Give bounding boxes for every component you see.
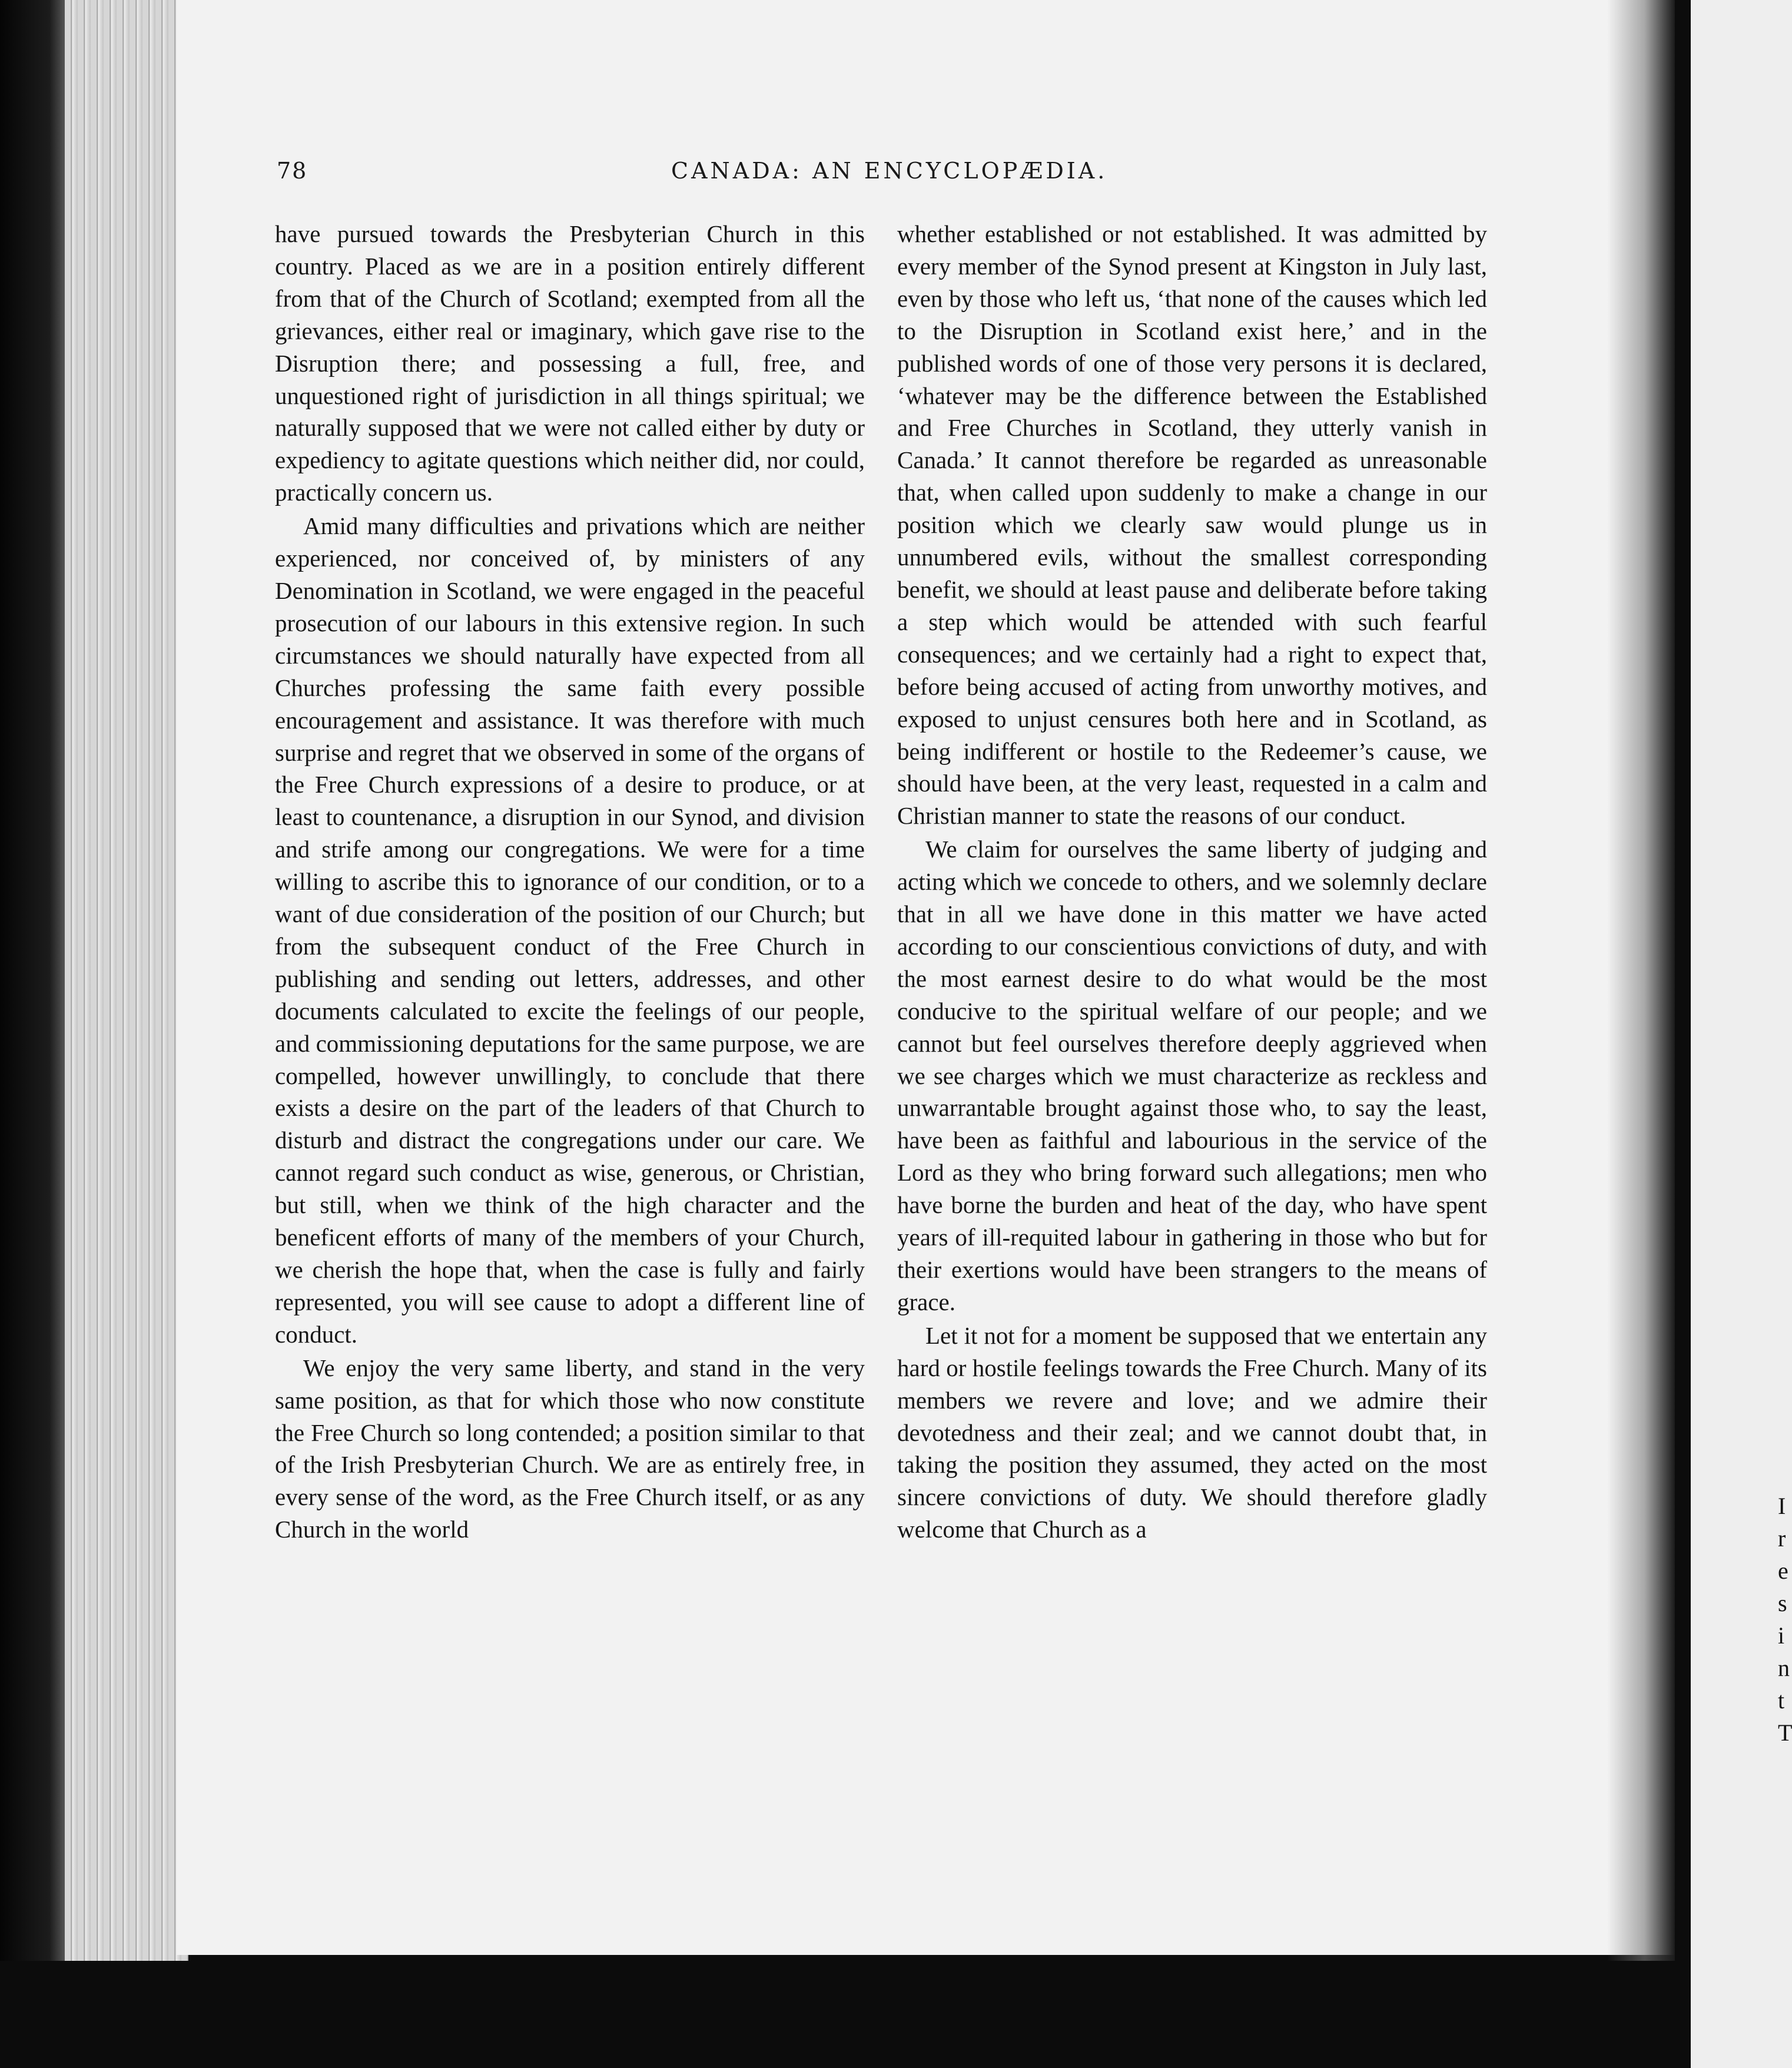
- scan-bottom-border: [0, 1961, 1691, 2068]
- left-text-column: [275, 218, 865, 1546]
- margin-letter: e: [1778, 1557, 1788, 1584]
- running-header: [277, 158, 1108, 193]
- paragraph: Let it not for a moment be supposed that we entertain any hard or hostile feelings towards the Free Church. Many of its members we revere and love; and we admire their devotedness and their zeal; and we cannot doubt that, in taking the position they assumed, they acted on the most sincere convictions of duty. We should therefore gladly welcome that Church as a: [897, 1321, 1487, 1543]
- binding-shadow: [0, 0, 71, 2068]
- page-edges: [65, 0, 188, 1961]
- facing-page-edge: [1691, 0, 1792, 2068]
- paragraph: We claim for ourselves the same liberty of judging and acting which we concede to others, and we solemnly declare that in all we have done in this matter we have acted according to our conscientious convictions of duty, and with the most earnest desire to do what would be the most conducive to the spiritual welfare of our people; and we cannot but feel ourselves therefore deeply aggrieved when we see charges which we must characterize as reckless and unwarrantable brought against those who, to say the least, have been as faithful and labourious in the service of the Lord as they who bring forward such allegations; men who have borne the burden and heat of the day, who have spent years of ill-requited labour in gathering in those who but for their exertions would have been strangers to the means of grace.: [897, 836, 1487, 1315]
- gutter-shadow: [1607, 0, 1675, 1961]
- facing-page-margin-text: [1778, 1490, 1792, 1749]
- right-text-column: [897, 218, 1487, 1546]
- paragraph: Amid many difficulties and privations which are neither experienced, nor conceived of, by ministers of any Denomination in Scotland, we were engaged in the peaceful prosecution of our labours in this extensive region. In such circumstances we should naturally have expected from all Churches professing the same faith every possible encouragement and assistance. It was therefore with much surprise and regret that we observed in some of the organs of the Free Church expressions of a desire to produce, or at least to countenance, a disruption in our Synod, and division and strife among our congregations. We were for a time willing to ascribe this to ignorance of our condition, or to a want of due consideration of the position of our Church; but from the subsequent conduct of the Free Church in publishing and sending out letters, addresses, and other documents calculated to excite the feelings of our people, and commissioning deputations for the same purpose, we are compelled, however unwillingly, to conclude that there exists a desire on the part of the leaders of that Church to disturb and distract the congregations under our care. We cannot regard such conduct as wise, generous, or Christian, but still, when we think of the high character and the beneficent efforts of many of the members of your Church, we cherish the hope that, when the case is fully and fairly represented, you will see cause to adopt a different line of conduct.: [275, 512, 865, 1348]
- margin-letter: I: [1778, 1493, 1786, 1519]
- running-title: CANADA: AN ENCYCLOPÆDIA.: [671, 158, 1108, 184]
- margin-letter: n: [1778, 1655, 1790, 1681]
- margin-letter: r: [1778, 1525, 1786, 1552]
- paragraph: have pursued towards the Presbyterian Church in this country. Placed as we are in a position entirely different from that of the Church of Scotland; exempted from all the grievances, either real or imaginary, which gave rise to the Disruption there; and possessing a full, free, and unquestioned right of jurisdiction in all things spiritual; we naturally supposed that we were not called either by duty or expediency to agitate questions which neither did, nor could, practically concern us.: [275, 220, 865, 506]
- margin-letter: t: [1778, 1687, 1785, 1714]
- margin-letter: s: [1778, 1590, 1787, 1616]
- page-number: 78: [277, 158, 308, 184]
- margin-letter: T: [1778, 1719, 1792, 1746]
- paragraph: whether established or not established. It was admitted by every member of the Synod present at Kingston in July last, even by those who left us, ‘that none of the causes which led to the Disruption in Scotland exist here,’ and in the published words of one of those very persons it is declared, ‘whatever may be the difference between the Established and Free Churches in Scotland, they utterly vanish in Canada.’ It cannot therefore be regarded as unreasonable that, when called upon suddenly to make a change in our position which we clearly saw would plunge us in unnumbered evils, without the smallest corresponding benefit, we should at least pause and deliberate before taking a step which would be attended with such fearful consequences; and we certainly had a right to expect that, before being accused of acting from unworthy motives, and exposed to unjust censures both here and in Scotland, as being indifferent or hostile to the Redeemer’s cause, we should have been, at the very least, requested in a calm and Christian manner to state the reasons of our conduct.: [897, 220, 1487, 830]
- paragraph: We enjoy the very same liberty, and stand in the very same position, as that for which those who now constitute the Free Church so long contended; a position similar to that of the Irish Presbyterian Church. We are as entirely free, in every sense of the word, as the Free Church itself, or as any Church in the world: [275, 1354, 865, 1543]
- margin-letter: i: [1778, 1622, 1785, 1649]
